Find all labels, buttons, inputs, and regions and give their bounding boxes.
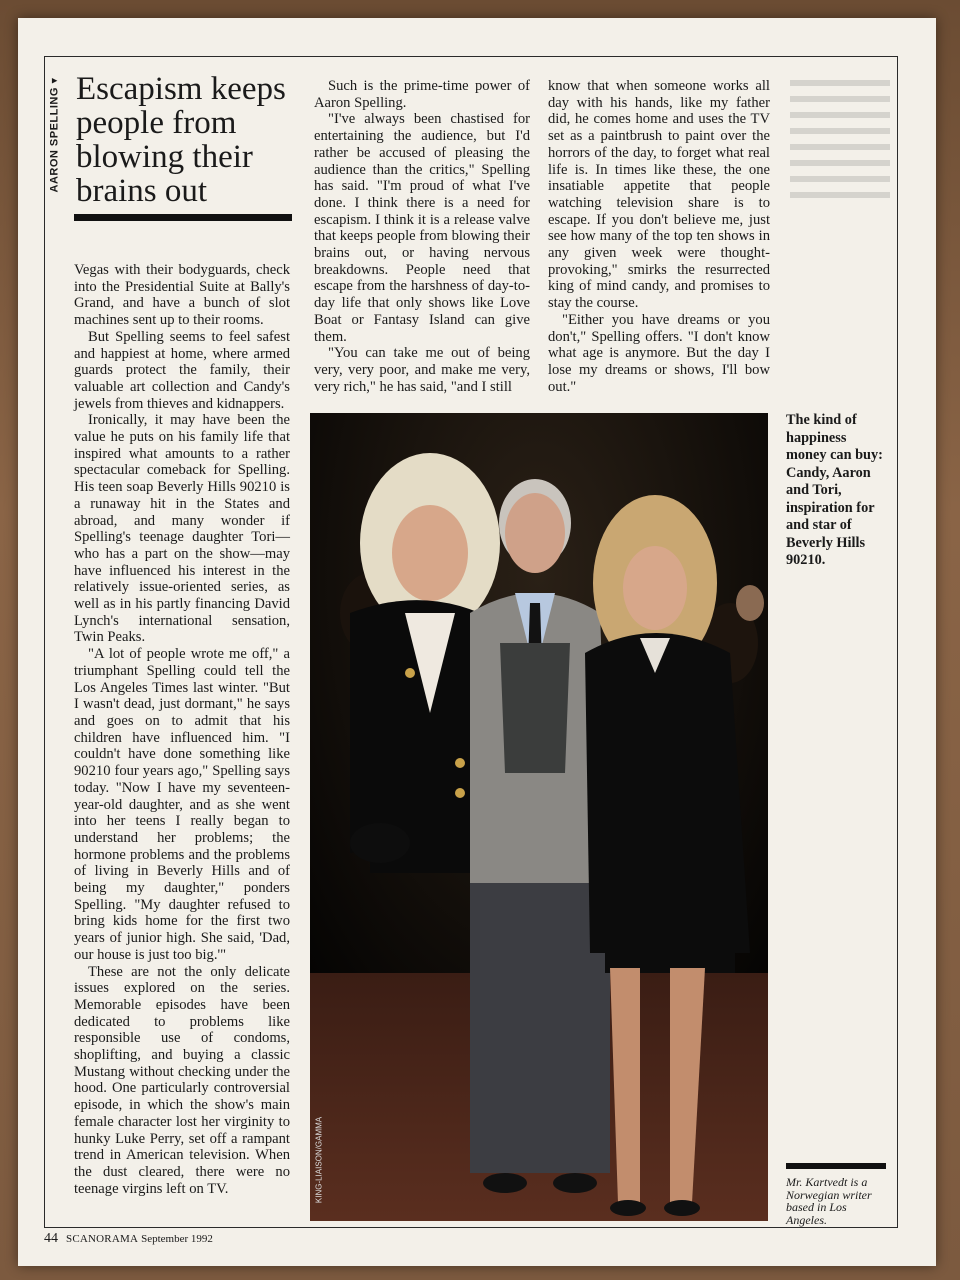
paragraph: Such is the prime-time power of Aaron Spelling.	[314, 78, 530, 111]
article-column-3	[548, 78, 770, 395]
paragraph: But Spelling seems to feel safest and happiest at home, where armed guards protect the family, their valuable art collection and Candy's jewels from thieves and kidnappers.	[74, 328, 290, 412]
section-label	[44, 60, 64, 210]
paragraph: know that when someone works all day with his hands, like my father did, he comes home and uses the TV set as a paintbrush to paint over the horrors of the day, to forget what real life is. In times like these, the one insatiable appetite that people watching television share is to escape. If you don't believe me, just see how many of the top ten shows in any given week were thought-provoking," smirks the resurrected king of mind candy, and promises to stay the course.	[548, 78, 770, 312]
photo-credit-text: KING-LIAISON/GAMMA	[314, 1116, 324, 1204]
paragraph: "I've always been chastised for entertaining the audience, but I'd rather be accused of pleasing the audience than the critics," Spelling has said. "I'm proud of what I've done. I think there is a need for escapism. I think it is a release valve that keeps people from blowing their brains out, or having nervous breakdowns. People need that escape from the harshness of day-to-day life that only shows like Love Boat or Fantasy Island can give them.	[314, 111, 530, 345]
author-bio: Mr. Kartvedt is a Norwegian writer based in Los Angeles.	[786, 1175, 872, 1227]
page-number: 44	[44, 1231, 58, 1246]
paragraph: "Either you have dreams or you don't," Spelling offers. "I don't know what age is anymore. But the day I lose my dreams or shows, I'll bow out."	[548, 311, 770, 395]
folio	[44, 1231, 213, 1247]
paragraph: These are not the only delicate issues explored on the series. Memorable episodes have been dedicated to problems like responsible use of condoms, shoplifting, and buying a classic Mustang without checking under the hood. One particularly controversial episode, in which the show's main female character lost her virginity to hunky Luke Perry, set off a rampant trend in American television. When the dust cleared, there were no teenage virgins left on TV.	[74, 963, 290, 1197]
photo-credit	[311, 1100, 327, 1220]
bio-rule	[786, 1163, 886, 1169]
paragraph: "A lot of people wrote me off," a triumphant Spelling could tell the Los Angeles Times last winter. "But I wasn't dead, just dormant," he says and goes on to admit that his children have influenced him. "I couldn't have done something like 90210 four years ago," Spelling says today. "Now I have my seventeen-year-old daughter, and as she went into her teens I really began to understand her problems; the hormone problems and the problems of living in Beverly Hills and of being my daughter," ponders Spelling. "My daughter refused to bring kids home for the first two years of junior high. She said, 'Dad, our house is just too big.'"	[74, 646, 290, 963]
article-column-1	[74, 262, 290, 1197]
article-column-2	[314, 78, 530, 395]
paragraph: Vegas with their bodyguards, check into the Presidential Suite at Bally's Grand, and have a bunch of slot machines sent up to their rooms.	[74, 262, 290, 329]
paragraph: "You can take me out of being very, very poor, and make me very, very rich," he has said, "and I still	[314, 345, 530, 395]
issue-date: September 1992	[141, 1233, 213, 1245]
headline: Escapism keeps people from blowing their brains out	[76, 71, 286, 209]
photo-caption: The kind of happiness money can buy: Candy, Aaron and Tori, inspiration for and star of Beverly Hills 90210.	[786, 412, 883, 568]
paragraph: Ironically, it may have been the value he puts on his family life that inspired what amounts to a rather spectacular comeback for Spelling. His teen soap Beverly Hills 90210 is a runaway hit in the States and abroad, and many wonder if Spelling's teenage daughter Tori—who has a part on the show—may have influenced his interest in the relatively issue-oriented series, as well as in his partly financing David Lynch's international sensation, Twin Peaks.	[74, 412, 290, 646]
family-photo	[310, 413, 768, 1221]
section-label-text: AARON SPELLING ▾	[48, 77, 61, 193]
headline-rule	[74, 214, 292, 221]
magazine-name: SCANORAMA	[66, 1233, 139, 1245]
